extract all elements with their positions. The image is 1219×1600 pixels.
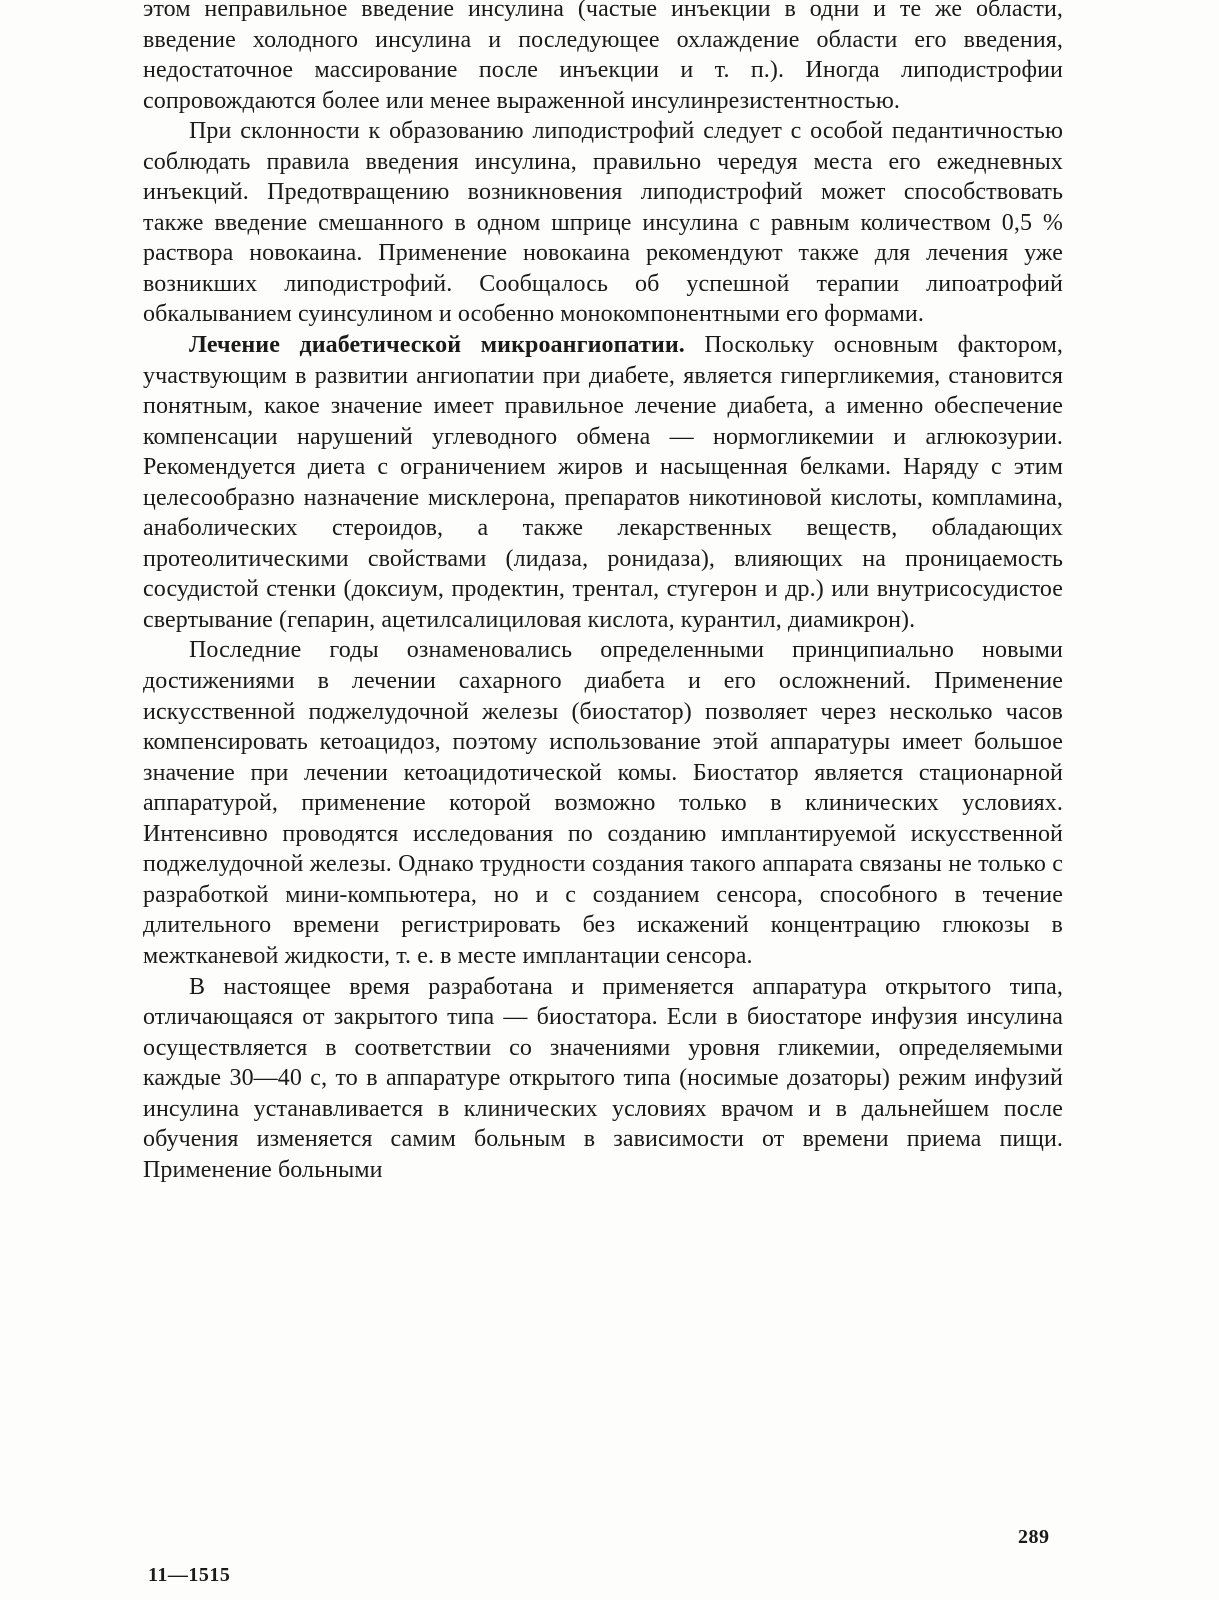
section-run-in-heading: Лечение диабетической микроангиопатии. bbox=[189, 332, 685, 359]
paragraph-1 bbox=[143, 0, 1063, 116]
paragraph-5-text: В настоящее время разработана и применяется аппаратура открытого типа, отличающаяся от закрытого типа — биостатора. Если в биостаторе инфузия инсулина осуществляется в соответствии со значениями уровня гликемии, определяемыми каждые 30—40 с, то в аппаратуре открытого типа (носимые дозаторы) режим инфузий инсулина устанавливается в клинических условиях врачом и в дальнейшем после обучения изменяется самим больным в зависимости от времени приема пищи. Применение больными bbox=[143, 973, 1063, 1183]
text-column bbox=[143, 0, 1063, 1185]
paragraph-4 bbox=[143, 635, 1063, 971]
paragraph-3-text: Поскольку основным фактором, участвующим в развитии ангиопатии при диабете, является гипергликемия, становится понятным, какое значение имеет правильное лечение диабета, а именно обеспечение компенсации нарушений углеводного обмена — нормогликемии и аглюкозурии. Рекомендуется диета с ограничением жиров и насыщенная белками. Наряду с этим целесообразно назначение мисклерона, препаратов никотиновой кислоты, компламина, анаболических стероидов, а также лекарственных веществ, обладающих протеолитическими свойствами (лидаза, ронидаза), влияющих на проницаемость сосудистой стенки (доксиум, продектин, трентал, стугерон и др.) или внутрисосудистое свертывание (гепарин, ацетилсалициловая кислота, курантил, диамикрон). bbox=[143, 332, 1063, 633]
paragraph-2-text: При склонности к образованию липодистрофий следует с особой педантичностью соблюдать правила введения инсулина, правильно чередуя места его ежедневных инъекций. Предотвращению возникновения липодистрофий может способствовать также введение смешанного в одном шприце инсулина с равным количеством 0,5 % раствора новокаина. Применение новокаина рекомендуют также для лечения уже возникших липодистрофий. Сообщалось об успешной терапии липоатрофий обкалыванием суинсулином и особенно монокомпонентными его формами. bbox=[143, 118, 1063, 328]
signature-mark: 11—1515 bbox=[148, 1564, 231, 1586]
paragraph-3 bbox=[143, 330, 1063, 635]
paragraph-5 bbox=[143, 972, 1063, 1186]
page-number: 289 bbox=[1018, 1526, 1050, 1548]
paragraph-2 bbox=[143, 116, 1063, 330]
paragraph-4-text: Последние годы ознаменовались определенными принципиально новыми достижениями в лечении сахарного диабета и его осложнений. Применение искусственной поджелудочной железы (биостатор) позволяет через несколько часов компенсировать кетоацидоз, поэтому использование этой аппаратуры имеет большое значение при лечении кетоацидотической комы. Биостатор является стационарной аппаратурой, применение которой возможно только в клинических условиях. Интенсивно проводятся исследования по созданию имплантируемой искусственной поджелудочной железы. Однако трудности создания такого аппарата связаны не только с разработкой мини-компьютера, но и с созданием сенсора, способного в течение длительного времени регистрировать без искажений концентрацию глюкозы в межтканевой жидкости, т. е. в месте имплантации сенсора. bbox=[143, 637, 1063, 969]
paragraph-1-text: этом неправильное введение инсулина (частые инъекции в одни и те же области, введение холодного инсулина и последующее охлаждение области его введения, недостаточное массирование после инъекции и т. п.). Иногда липодистрофии сопровождаются более или менее выраженной инсулинрезистентностью. bbox=[143, 0, 1063, 114]
